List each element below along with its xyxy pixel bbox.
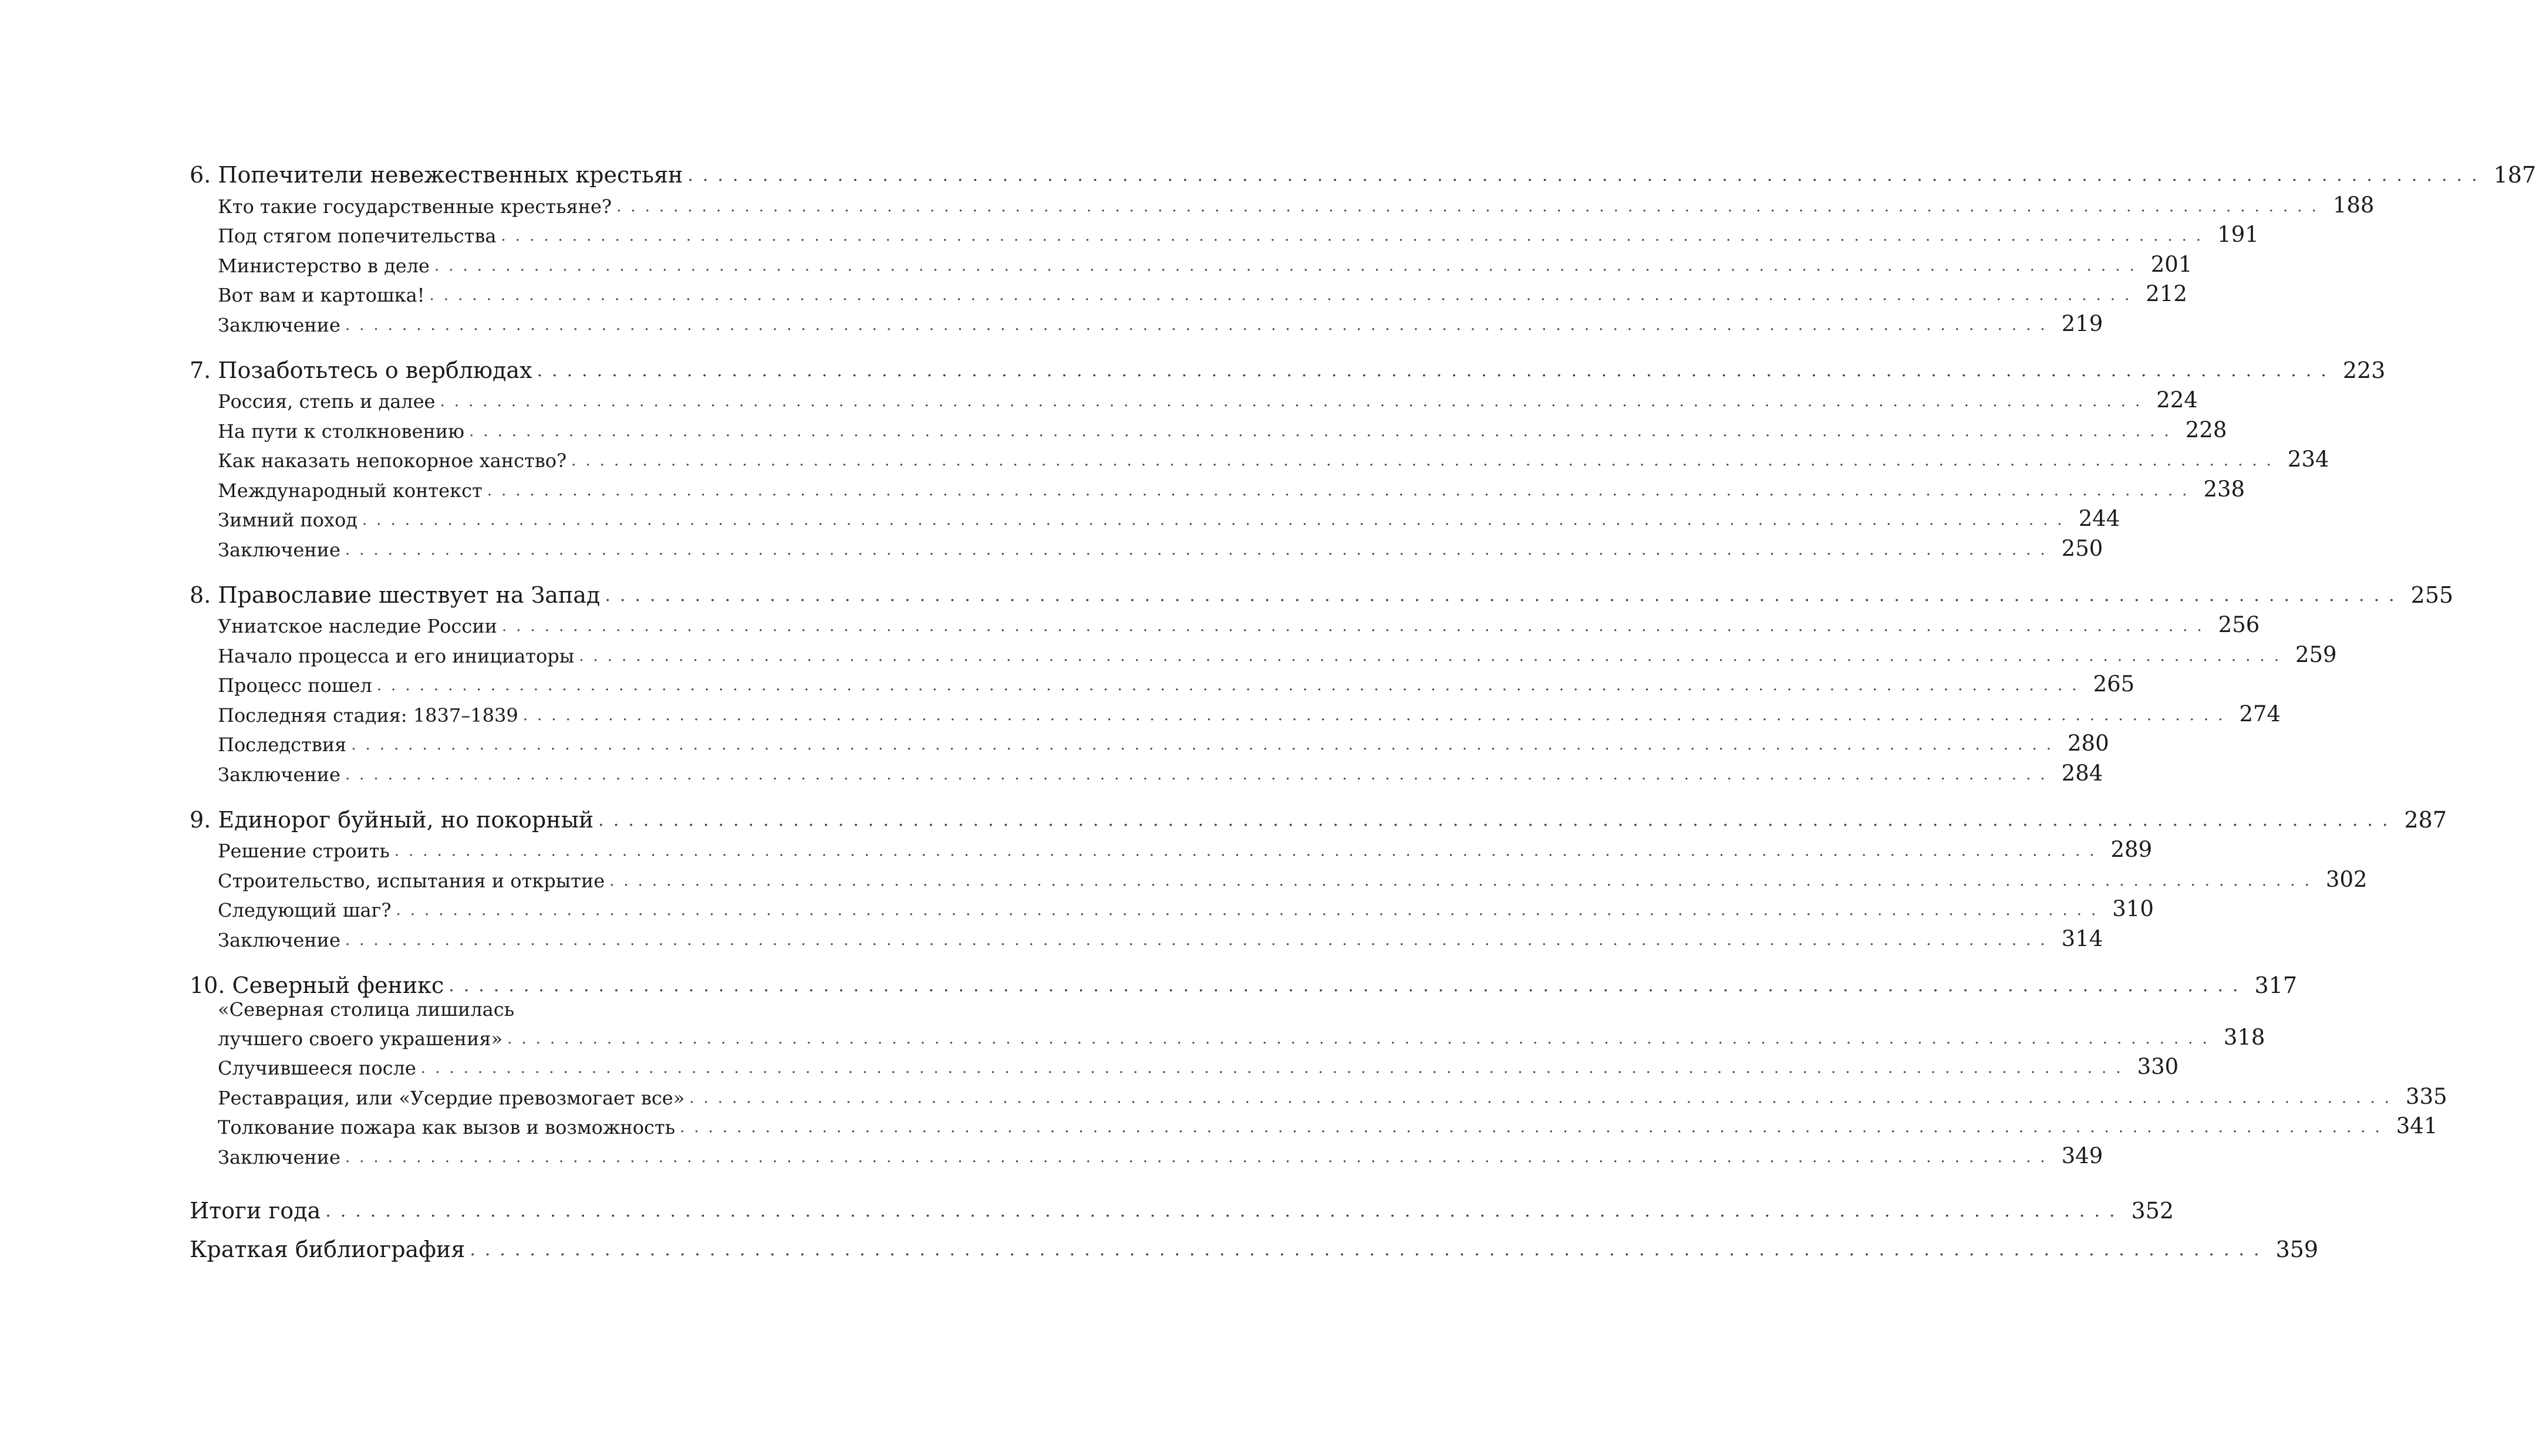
dot-leader: ........................................................................................................................ — [362, 511, 2072, 529]
page-number: 280 — [2067, 731, 2109, 756]
toc-section[interactable] — [190, 472, 2245, 502]
page-number: 238 — [2203, 476, 2245, 502]
toc-section[interactable] — [190, 442, 2329, 472]
dot-leader: ........................................................................................................................ — [571, 452, 2281, 469]
toc-section[interactable] — [190, 218, 2259, 248]
toc-section[interactable] — [190, 756, 2103, 786]
page-number: 284 — [2061, 760, 2103, 786]
dot-leader: ........................................................................................................................ — [345, 316, 2055, 334]
dot-leader: ........................................................................................................................ — [605, 585, 2404, 606]
toc-section[interactable] — [190, 892, 2154, 922]
toc-section[interactable] — [190, 833, 2153, 863]
dot-leader: ........................................................................................................................ — [345, 931, 2055, 949]
dot-leader: ........................................................................................................................ — [434, 256, 2144, 275]
toc-section[interactable] — [190, 1079, 2447, 1109]
page-number: 234 — [2287, 447, 2329, 472]
dot-leader: ........................................................................................................................ — [440, 393, 2150, 410]
page-number: 219 — [2061, 310, 2103, 336]
toc-section[interactable] — [190, 921, 2103, 951]
dot-leader: ........................................................................................................................ — [616, 197, 2326, 215]
page-number: 330 — [2137, 1054, 2179, 1079]
section-title: Процесс пошел — [218, 674, 372, 697]
table-of-contents — [190, 157, 2536, 1262]
dot-leader: ........................................................................................................................ — [501, 617, 2211, 635]
section-title-line-2-row — [218, 1021, 2265, 1050]
section-title: Униатское наследие России — [218, 615, 497, 637]
entry-title: Краткая библиография — [190, 1236, 466, 1262]
section-title: Заключение — [218, 928, 340, 951]
page-number: 289 — [2110, 837, 2153, 862]
dot-leader: ........................................................................................................................ — [351, 736, 2060, 754]
section-title: Строительство, испытания и открытие — [218, 869, 605, 892]
toc-section[interactable] — [190, 531, 2103, 561]
chapter-title: 8. Православие шествует на Запад — [190, 582, 601, 608]
section-title: Международный контекст — [218, 479, 483, 502]
toc-section[interactable] — [190, 608, 2260, 638]
page-number: 314 — [2061, 925, 2103, 951]
dot-leader: ........................................................................................................................ — [396, 901, 2106, 919]
toc-section[interactable] — [190, 667, 2135, 697]
dot-leader: ........................................................................................................................ — [537, 360, 2336, 381]
section-title: Заключение — [218, 1146, 340, 1168]
toc-section[interactable] — [190, 188, 2375, 218]
section-title: Как наказать непокорное ханство? — [218, 450, 567, 472]
page-number: 188 — [2332, 192, 2375, 218]
toc-section[interactable] — [190, 727, 2109, 756]
toc-section[interactable] — [190, 277, 2187, 307]
dot-leader: ........................................................................................................................ — [394, 842, 2104, 860]
page-number: 352 — [2131, 1197, 2174, 1224]
section-title: Реставрация, или «Усердие превозмогает все» — [218, 1086, 685, 1109]
page-number: 224 — [2156, 387, 2198, 413]
toc-section[interactable] — [190, 1050, 2179, 1080]
section-title: Толкование пожара как вызов и возможность — [218, 1116, 676, 1139]
toc-section[interactable] — [190, 637, 2337, 667]
section-title: Заключение — [218, 538, 340, 561]
page-number: 256 — [2218, 612, 2260, 637]
dot-leader: ........................................................................................................................ — [468, 422, 2178, 440]
toc-section[interactable] — [190, 697, 2281, 727]
dot-leader: ........................................................................................................................ — [609, 871, 2319, 890]
toc-section[interactable] — [190, 1109, 2438, 1139]
toc-back-matter-entry[interactable] — [190, 1224, 2319, 1262]
dot-leader: ........................................................................................................................ — [680, 1119, 2389, 1136]
page-number: 302 — [2325, 866, 2368, 892]
section-title: Заключение — [218, 313, 340, 336]
toc-chapter-heading[interactable] — [190, 802, 2447, 833]
page-number: 318 — [2223, 1024, 2265, 1050]
toc-chapter-heading[interactable] — [190, 577, 2454, 608]
dot-leader: ........................................................................................................................ — [687, 165, 2487, 185]
page-number: 223 — [2342, 357, 2386, 383]
section-title: Заключение — [218, 763, 340, 786]
toc-section[interactable] — [190, 306, 2103, 336]
toc-section[interactable] — [190, 998, 2265, 1050]
toc-section[interactable] — [190, 413, 2227, 442]
page-number: 255 — [2410, 582, 2454, 608]
section-title: Следующий шаг? — [218, 899, 392, 921]
chapter-title: 7. Позаботьтесь о верблюдах — [190, 357, 532, 383]
page-number: 191 — [2217, 222, 2259, 247]
toc-back-matter-entry[interactable] — [190, 1185, 2174, 1224]
toc-chapter-heading[interactable] — [190, 157, 2536, 188]
section-title: Последствия — [218, 734, 347, 756]
section-title: Зимний поход — [218, 509, 358, 531]
page-number: 228 — [2185, 417, 2227, 442]
section-title: лучшего своего украшения» — [218, 1027, 503, 1050]
page-number: 317 — [2254, 972, 2298, 998]
toc-section[interactable] — [190, 862, 2368, 892]
toc-chapter — [190, 802, 2447, 951]
dot-leader: ........................................................................................................................ — [522, 706, 2233, 724]
page-number: 265 — [2093, 671, 2135, 697]
section-title-line-1: «Северная столица лишилась — [218, 998, 515, 1021]
dot-leader: ........................................................................................................................ — [376, 677, 2086, 694]
page-number: 310 — [2112, 896, 2154, 921]
chapter-title: 6. Попечители невежественных крестьян — [190, 162, 683, 188]
toc-chapter — [190, 577, 2454, 786]
dot-leader: ........................................................................................................................ — [470, 1239, 2269, 1260]
section-title: Последняя стадия: 1837–1839 — [218, 704, 518, 727]
page-number: 212 — [2146, 281, 2187, 306]
chapter-title: 10. Северный феникс — [190, 972, 444, 998]
toc-section[interactable] — [190, 383, 2198, 413]
toc-section[interactable] — [190, 502, 2120, 532]
section-title: Министерство в деле — [218, 254, 430, 277]
page-number: 341 — [2396, 1113, 2438, 1139]
toc-chapter-heading[interactable] — [190, 353, 2386, 383]
section-title: Решение строить — [218, 840, 390, 862]
dot-leader: ........................................................................................................................ — [325, 1200, 2124, 1221]
section-title: На пути к столкновению — [218, 420, 464, 442]
section-title: Под стягом попечительства — [218, 225, 497, 247]
dot-leader: ........................................................................................................................ — [448, 975, 2248, 996]
page-number: 259 — [2295, 641, 2337, 667]
section-title: Кто такие государственные крестьяне? — [218, 195, 612, 218]
toc-section[interactable] — [190, 1139, 2103, 1168]
page-number: 349 — [2061, 1143, 2103, 1168]
section-title: Случившееся после — [218, 1057, 416, 1079]
toc-chapter-heading[interactable] — [190, 968, 2298, 998]
section-title: Россия, степь и далее — [218, 390, 436, 413]
section-title: Начало процесса и его инициаторы — [218, 644, 575, 667]
page-number: 359 — [2275, 1236, 2319, 1262]
toc-chapter — [190, 968, 2447, 1168]
dot-leader: ........................................................................................................................ — [429, 286, 2139, 304]
page-number: 250 — [2061, 535, 2103, 561]
toc-section[interactable] — [190, 247, 2193, 277]
dot-leader: ........................................................................................................................ — [345, 765, 2055, 783]
dot-leader: ........................................................................................................................ — [507, 1029, 2217, 1048]
entry-title: Итоги года — [190, 1197, 321, 1224]
page-number: 187 — [2493, 162, 2536, 188]
chapter-title: 9. Единорог буйный, но покорный — [190, 806, 594, 833]
page-number: 287 — [2404, 806, 2447, 833]
dot-leader: ........................................................................................................................ — [345, 1148, 2055, 1166]
dot-leader: ........................................................................................................................ — [579, 647, 2288, 665]
dot-leader: ........................................................................................................................ — [689, 1089, 2399, 1107]
dot-leader: ........................................................................................................................ — [487, 481, 2197, 499]
page-number: 274 — [2239, 701, 2281, 727]
dot-leader: ........................................................................................................................ — [420, 1059, 2130, 1077]
toc-chapter — [190, 157, 2536, 336]
page-number: 201 — [2150, 251, 2193, 277]
toc-chapter — [190, 353, 2386, 561]
dot-leader: ........................................................................................................................ — [345, 540, 2055, 559]
page-number: 335 — [2406, 1083, 2447, 1109]
dot-leader: ........................................................................................................................ — [598, 809, 2397, 830]
page-number: 244 — [2078, 506, 2120, 531]
section-title: Вот вам и картошка! — [218, 284, 425, 306]
dot-leader: ........................................................................................................................ — [501, 227, 2211, 245]
